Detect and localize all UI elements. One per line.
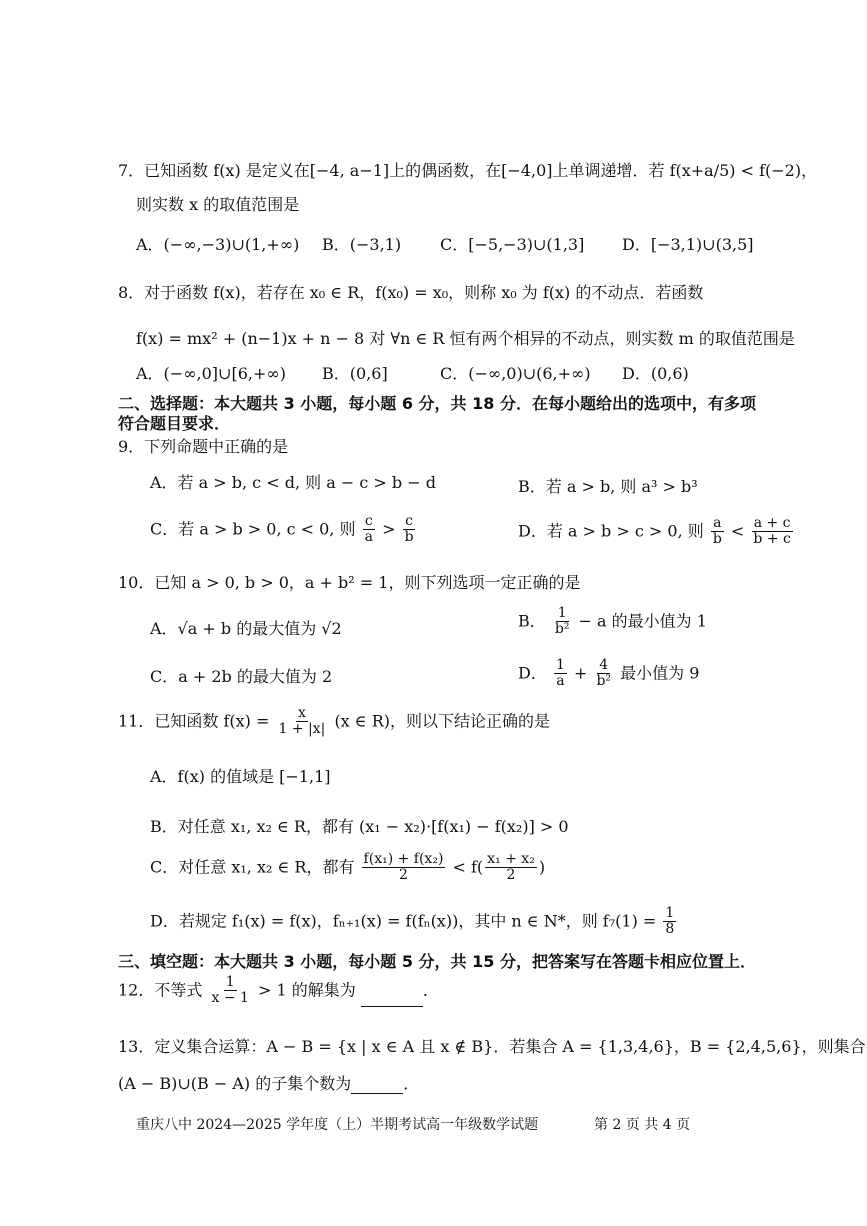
q13-line1: 13．定义集合运算：A − B = {x | x ∈ A 且 x ∉ B}．若集合 A = {1,3,4,6}，B = {2,4,5,6}，则集合 xyxy=(118,1037,866,1056)
q12-suffix: > 1 的解集为 xyxy=(258,980,356,1000)
q11-option-c-mid: < f xyxy=(452,857,477,877)
q10-stem: 10．已知 a > 0, b > 0，a + b² = 1，则下列选项一定正确的是 xyxy=(118,573,581,592)
q8-option-c: C．(−∞,0)∪(6,+∞) xyxy=(440,364,591,383)
q7-stem-line2: 则实数 x 的取值范围是 xyxy=(136,195,300,214)
q10-option-b xyxy=(518,606,707,638)
q9-option-d-frac1: $\frac{a}{b}$ xyxy=(712,515,722,548)
q12-end: ． xyxy=(422,980,439,1000)
q9-stem: 9．下列命题中正确的是 xyxy=(118,437,289,456)
q11-stem-prefix: 11．已知函数 f(x) = xyxy=(118,711,270,731)
q8-stem-line1: 8．对于函数 f(x)，若存在 x₀ ∈ R，f(x₀) = x₀，则称 x₀ 为 f(x) 的不动点．若函数 xyxy=(118,283,704,302)
q10-option-b-frac: $\frac{1}{\text{b²}}$ xyxy=(554,605,570,638)
q9-option-a: A．若 a > b, c < d, 则 a − c > b − d xyxy=(150,473,436,492)
q10-option-b-suffix: − a 的最小值为 1 xyxy=(578,611,707,631)
q10-option-d-frac2: $\frac{4}{\text{b²}}$ xyxy=(596,657,612,690)
q10-option-d-suffix: 最小值为 9 xyxy=(620,663,700,683)
q13-line2-prefix: (A − B)∪(B − A) 的子集个数为 xyxy=(118,1074,352,1093)
q12-prefix: 12．不等式 xyxy=(118,980,203,1000)
footer-title: 重庆八中 2024—2025 学年度（上）半期考试高一年级数学试题 xyxy=(136,1117,539,1133)
q10-option-d-prefix: D． xyxy=(518,663,547,683)
q9-option-d-frac2: $\frac{a + c}{b + c}$ xyxy=(753,515,791,548)
q12 xyxy=(118,975,439,1007)
footer-page-number: 第 2 页 共 4 页 xyxy=(594,1117,691,1133)
q9-option-d xyxy=(518,516,795,548)
q8-option-a: A．(−∞,0]∪[6,+∞) xyxy=(136,364,286,383)
q8-option-d: D．(0,6) xyxy=(622,364,689,383)
section2-heading-line1: 二、选择题：本大题共 3 小题，每小题 6 分，共 18 分．在每小题给出的选项中，有多项 xyxy=(118,394,756,413)
q11-stem-frac: $\frac{x}{1 + |x|}$ xyxy=(278,705,326,738)
q11-option-c: C．对任意 x₁, x₂ ∈ R，都有 $\frac{\text{f(x₁) + f(x₂)}}{2}$ < f( $\frac{\text{x₁ + x₂}}{2}$ ) xyxy=(150,851,546,884)
q9-option-b: B．若 a > b, 则 a³ > b³ xyxy=(518,477,698,496)
q11-option-c-prefix: C．对任意 x₁, x₂ ∈ R，都有 xyxy=(150,857,355,877)
q9-option-c-prefix: C．若 a > b > 0, c < 0, 则 xyxy=(150,519,356,539)
q11-option-c-frac2: $\frac{\text{x₁ + x₂}}{2}$ xyxy=(487,851,535,884)
q10-option-b-prefix: B． xyxy=(518,611,546,631)
q11-option-b: B．对任意 x₁, x₂ ∈ R，都有 (x₁ − x₂)·[f(x₁) − f(x₂)] > 0 xyxy=(150,817,569,836)
q13-line2-end: ． xyxy=(403,1074,420,1093)
q7-option-d: D．[−3,1)∪(3,5] xyxy=(622,235,754,254)
q10-option-c: C．a + 2b 的最大值为 2 xyxy=(150,667,333,686)
q8-option-b: B．(0,6] xyxy=(322,364,388,383)
q9-option-c-frac2: $\frac{c}{b}$ xyxy=(404,513,414,546)
section2-heading-line2: 符合题目要求． xyxy=(118,414,231,433)
q7-option-c: C．[−5,−3)∪(1,3] xyxy=(440,235,585,254)
q10-option-d xyxy=(518,658,699,690)
q12-frac: $\frac{1}{x - 1}$ xyxy=(211,974,249,1007)
q11-option-d-frac: $\frac{1}{8}$ xyxy=(665,905,675,938)
q11-option-c-frac1: $\frac{\text{f(x₁) + f(x₂)}}{2}$ xyxy=(363,851,444,884)
q9-option-d-operator: < xyxy=(730,521,745,541)
q11-option-d-prefix: D．若规定 f₁(x) = f(x)，fₙ₊₁(x) = f(fₙ(x))，其中 n ∈ N*，则 f₇(1) = xyxy=(150,911,657,931)
section3-heading: 三、填空题：本大题共 3 小题，每小题 5 分，共 15 分，把答案写在答题卡相应位置上． xyxy=(118,952,756,971)
q9-option-c xyxy=(150,514,418,546)
q7-option-b: B．(−3,1) xyxy=(322,235,402,254)
q9-option-c-frac1: $\frac{c}{a}$ xyxy=(364,513,373,546)
q7-option-a: A．(−∞,−3)∪(1,+∞) xyxy=(136,235,300,254)
q13-line2 xyxy=(118,1071,419,1094)
q12-answer-blank xyxy=(361,987,423,1007)
q7-stem-line1: 7．已知函数 f(x) 是定义在[−4, a−1]上的偶函数，在[−4,0]上单调递增．若 f(x+a/5) < f(−2)， xyxy=(118,161,818,180)
q11-stem-suffix: (x ∈ R)，则以下结论正确的是 xyxy=(334,711,551,731)
q10-option-d-frac1: $\frac{1}{a}$ xyxy=(555,657,565,690)
q11-stem xyxy=(118,706,550,738)
q10-option-a: A．√a + b 的最大值为 √2 xyxy=(150,619,342,638)
q11-option-a: A．f(x) 的值域是 [−1,1] xyxy=(150,767,331,786)
q8-stem-line2: f(x) = mx² + (n−1)x + n − 8 对 ∀n ∈ R 恒有两个相异的不动点，则实数 m 的取值范围是 xyxy=(136,329,795,348)
q10-option-d-plus: + xyxy=(573,663,588,683)
q9-option-c-operator: > xyxy=(382,519,396,539)
q13-answer-blank xyxy=(351,1074,403,1094)
q11-option-d xyxy=(150,906,678,938)
q9-option-d-prefix: D．若 a > b > c > 0, 则 xyxy=(518,521,704,541)
